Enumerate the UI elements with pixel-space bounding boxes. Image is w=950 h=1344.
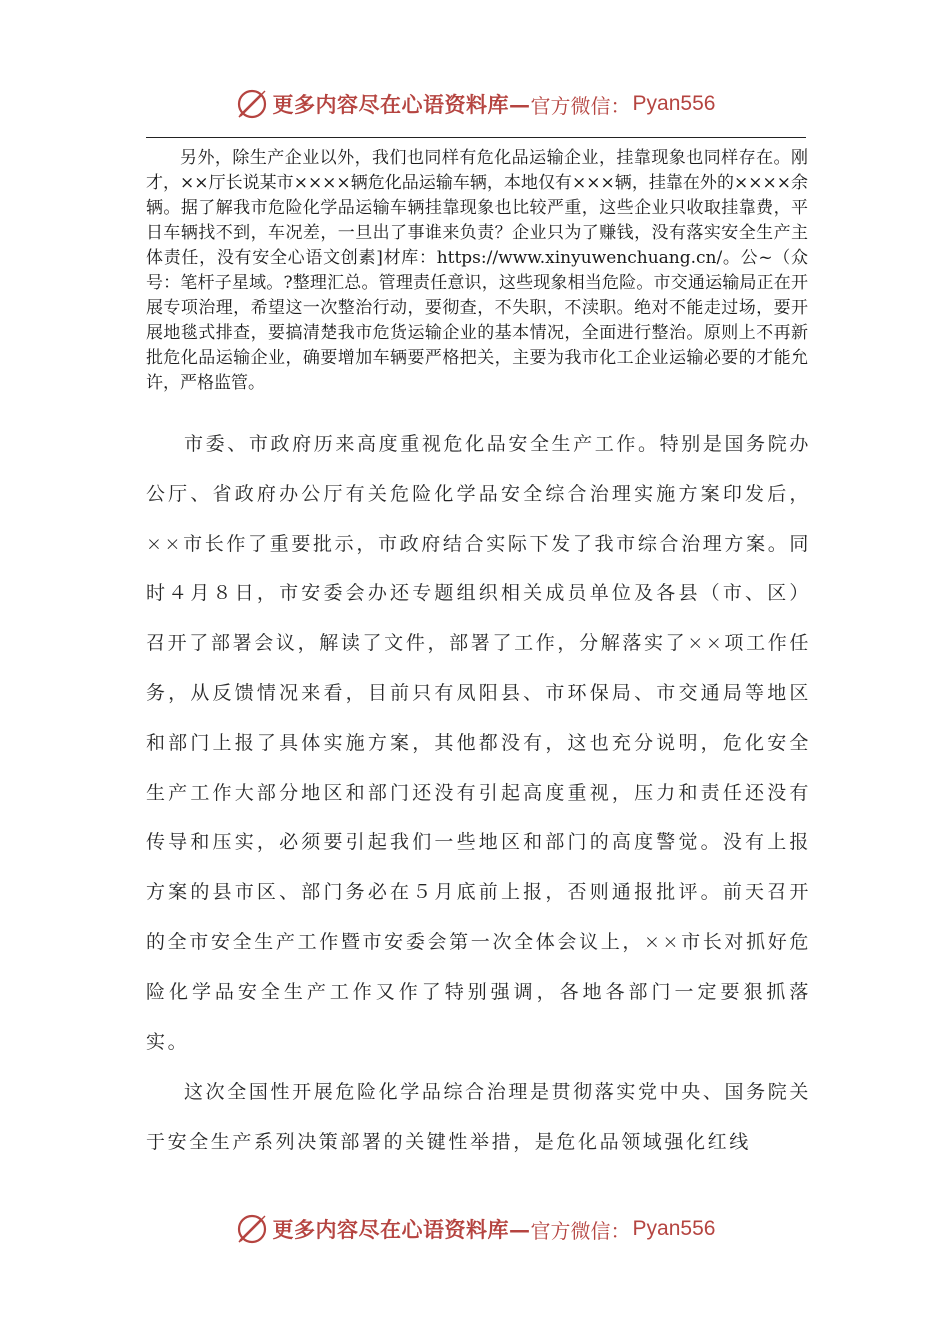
- paragraph-municipal: 市委、市政府历来高度重视危化品安全生产工作。特别是国务院办公厅、省政府办公厅有关危险化学品安全综合治理实施方案印发后，××市长作了重要批示，市政府结合实际下发了我市综合治理方案。同时４月８日，市安委会办还专题组织相关成员单位及各县（市、区）召开了部署会议，解读了文件，部署了工作，分解落实了××项工作任务，从反馈情况来看，目前只有凤阳县、市环保局、市交通局等地区和部门上报了具体实施方案，其他都没有，这也充分说明，危化安全生产工作大部分地区和部门还没有引起高度重视，压力和责任还没有传导和压实，必须要引起我们一些地区和部门的高度警觉。没有上报方案的县市区、部门务必在５月底前上报，否则通报批评。前天召开的全市安全生产工作暨市安委会第一次全体会议上，××市长对抓好危险化学品安全生产工作又作了特别强调，各地各部门一定要狠抓落实。: [146, 433, 811, 1053]
- banner-wechat-label: 官方微信：: [530, 93, 631, 118]
- banner-wechat-id: Pyan556: [632, 1217, 716, 1240]
- header-banner: [0, 84, 950, 124]
- banner-wechat-id: Pyan556: [632, 92, 716, 115]
- banner-text: 更多内容尽在心语资料库—: [272, 1217, 531, 1242]
- footer-banner: [0, 1209, 950, 1249]
- pen-logo-icon: [235, 1212, 269, 1246]
- banner-wechat-label: 官方微信：: [530, 1218, 631, 1243]
- paragraph-national: 这次全国性开展危险化学品综合治理是贯彻落实党中央、国务院关于安全生产系列决策部署的关键性举措，是危化品领域强化红线: [146, 1081, 811, 1153]
- pen-logo-icon: [235, 87, 269, 121]
- banner-text: 更多内容尽在心语资料库—: [272, 92, 531, 117]
- paragraph-transport: 另外，除生产企业以外，我们也同样有危化品运输企业，挂靠现象也同样存在。刚才，××厅长说某市××××辆危化品运输车辆，本地仅有×××辆，挂靠在外的××××余辆。据了解我市危险化学品运输车辆挂靠现象也比较严重，这些企业只收取挂靠费，平日车辆找不到，车况差，一旦出了事谁来负责？企业只为了赚钱，没有落实安全生产主体责任，没有安全心语文创素]材库：https://www.xinyuwenchuang.cn/。公~（众号：笔杆子星域。?整理汇总。管理责任意识，这些现象相当危险。市交通运输局正在开展专项治理，希望这一次整治行动，要彻查，不失职，不渎职。绝对不能走过场，要开展地毯式排查，要搞清楚我市危货运输企业的基本情况，全面进行整治。原则上不再新批危化品运输企业，确要增加车辆要严格把关，主要为我市化工企业运输必要的才能允许，严格监管。: [146, 148, 808, 393]
- header-rule: [146, 137, 806, 138]
